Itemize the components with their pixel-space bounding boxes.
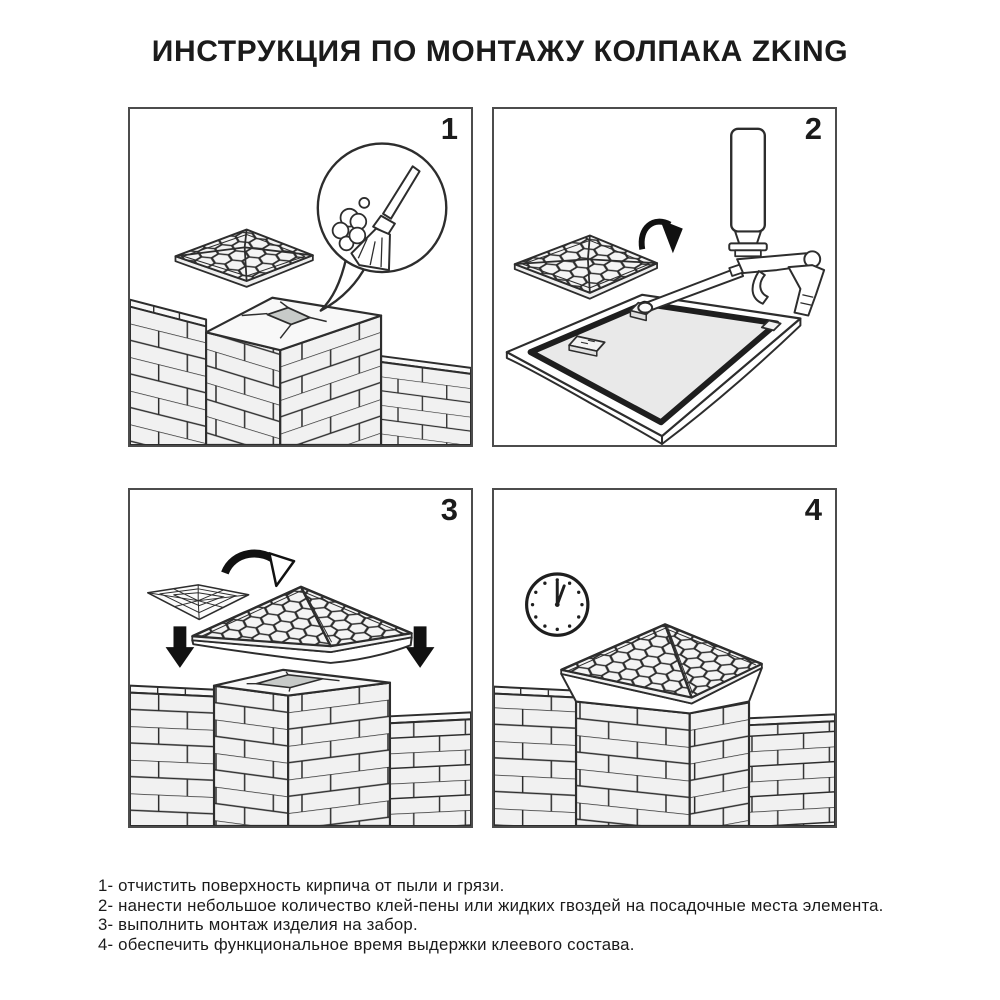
instruction-line: 4- обеспечить функциональное время выдержки клеевого состава. <box>98 934 635 954</box>
step-panel-4 <box>492 488 837 828</box>
brick-wall-right <box>390 712 471 826</box>
brick-wall-left <box>494 687 576 826</box>
page-title: ИНСТРУКЦИЯ ПО МОНТАЖУ КОЛПАКА ZKING <box>151 35 849 68</box>
step-panel-2 <box>492 107 837 447</box>
instruction-line: 2- нанести небольшое количество клей-пены или жидких гвоздей на посадочные места элемента. <box>98 895 884 915</box>
step-3-illustration <box>130 490 471 826</box>
pillar-cap-icon <box>515 235 657 298</box>
cap-underside-icon <box>148 585 249 620</box>
down-arrow-icon <box>166 626 195 668</box>
brick-pillar <box>576 701 749 826</box>
brick-wall-left <box>130 686 214 826</box>
brick-wall-right <box>381 356 471 445</box>
step-1-illustration <box>130 109 471 445</box>
step-number: 4 <box>804 492 822 527</box>
clock-icon <box>527 574 588 635</box>
brick-pillar <box>206 298 381 445</box>
step-4-illustration <box>494 490 835 826</box>
instruction-line: 3- выполнить монтаж изделия на забор. <box>98 915 418 935</box>
flip-arrow-icon <box>642 220 683 254</box>
step-panel-1 <box>128 107 473 447</box>
step-number: 1 <box>440 111 458 146</box>
instruction-line: 1- отчистить поверхность кирпича от пыли и грязи. <box>98 876 505 895</box>
brick-wall-left <box>130 300 206 445</box>
pillar-cap-icon <box>175 230 312 287</box>
step-2-illustration <box>494 109 835 445</box>
brick-pillar <box>214 670 390 826</box>
flip-arrow-icon <box>225 553 294 586</box>
instruction-list <box>98 876 884 954</box>
cap-underside-tray-icon <box>507 295 801 444</box>
step-number: 2 <box>804 111 822 146</box>
brick-wall-right <box>749 714 835 826</box>
step-number: 3 <box>440 492 458 527</box>
installed-cap <box>561 624 762 713</box>
step-panel-3 <box>128 488 473 828</box>
